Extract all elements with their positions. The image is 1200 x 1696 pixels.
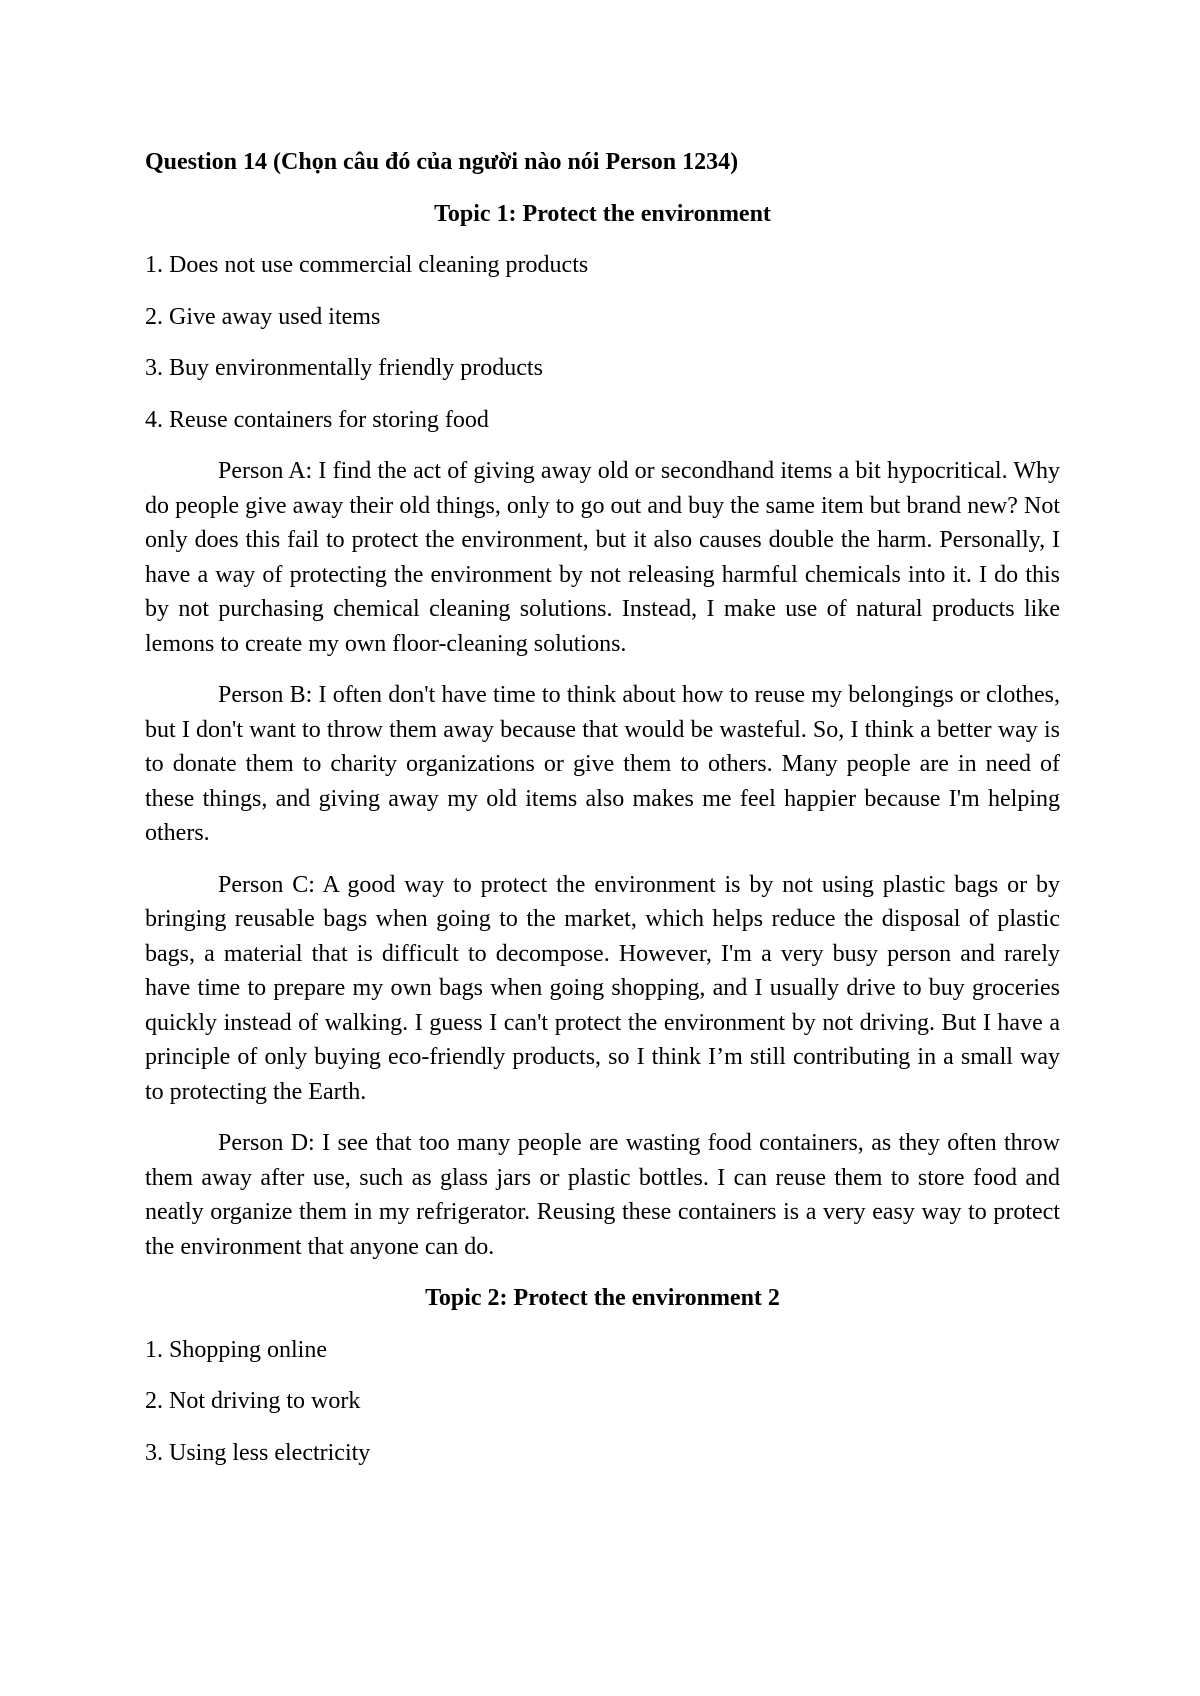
topic-2-item-2: 2. Not driving to work <box>145 1388 361 1414</box>
topic-1-item-4: 4. Reuse containers for storing food <box>145 406 489 433</box>
person-d-paragraph: Person D: I see that too many people are wasting food containers, as they often throw them away after use, such as glass jars or plastic bottles. I can reuse them to store food and neatly organize them in my refrigerator. Reusing these containers is a very easy way to protect the environment that anyone can do. <box>145 1130 1060 1260</box>
topic-1-item-2: 2. Give away used items <box>145 303 381 330</box>
topic-1-item-1: 1. Does not use commercial cleaning products <box>145 252 589 278</box>
topic-1-title: Topic 1: Protect the environment <box>434 200 771 227</box>
person-b-paragraph: Person B: I often don't have time to think about how to reuse my belongings or clothes, but I don't want to throw them away because that would be wasteful. So, I think a better way is to donate them to charity organizations or give them to others. Many people are in need of these things, and giving away my old items also makes me feel happier because I'm helping others. <box>145 682 1060 846</box>
topic-1-item-3: 3. Buy environmentally friendly products <box>145 355 543 381</box>
person-a-paragraph: Person A: I find the act of giving away old or secondhand items a bit hypocritical. Why do people give away their old things, only to go out and buy the same item but brand new? Not only does this fail to protect the environment, but it also causes double the harm. Personally, I have a way of protecting the environment by not releasing harmful chemicals into it. I do this by not purchasing chemical cleaning solutions. Instead, I make use of natural products like lemons to create my own floor-cleaning solutions. <box>145 458 1060 657</box>
person-c-paragraph: Person C: A good way to protect the environment is by not using plastic bags or by bringing reusable bags when going to the market, which helps reduce the disposal of plastic bags, a material that is difficult to decompose. However, I'm a very busy person and rarely have time to prepare my own bags when going shopping, and I usually drive to buy groceries quickly instead of walking. I guess I can't protect the environment by not driving. But I have a principle of only buying eco-friendly products, so I think I’m still contributing in a small way to protecting the Earth. <box>145 871 1060 1105</box>
topic-2-item-1: 1. Shopping online <box>145 1336 328 1363</box>
topic-2-item-3: 3. Using less electricity <box>145 1439 371 1466</box>
document-page <box>145 145 1060 1487</box>
question-title: Question 14 (Chọn câu đó của người nào nói Person 1234) <box>145 149 739 175</box>
topic-2-title: Topic 2: Protect the environment 2 <box>425 1285 780 1311</box>
